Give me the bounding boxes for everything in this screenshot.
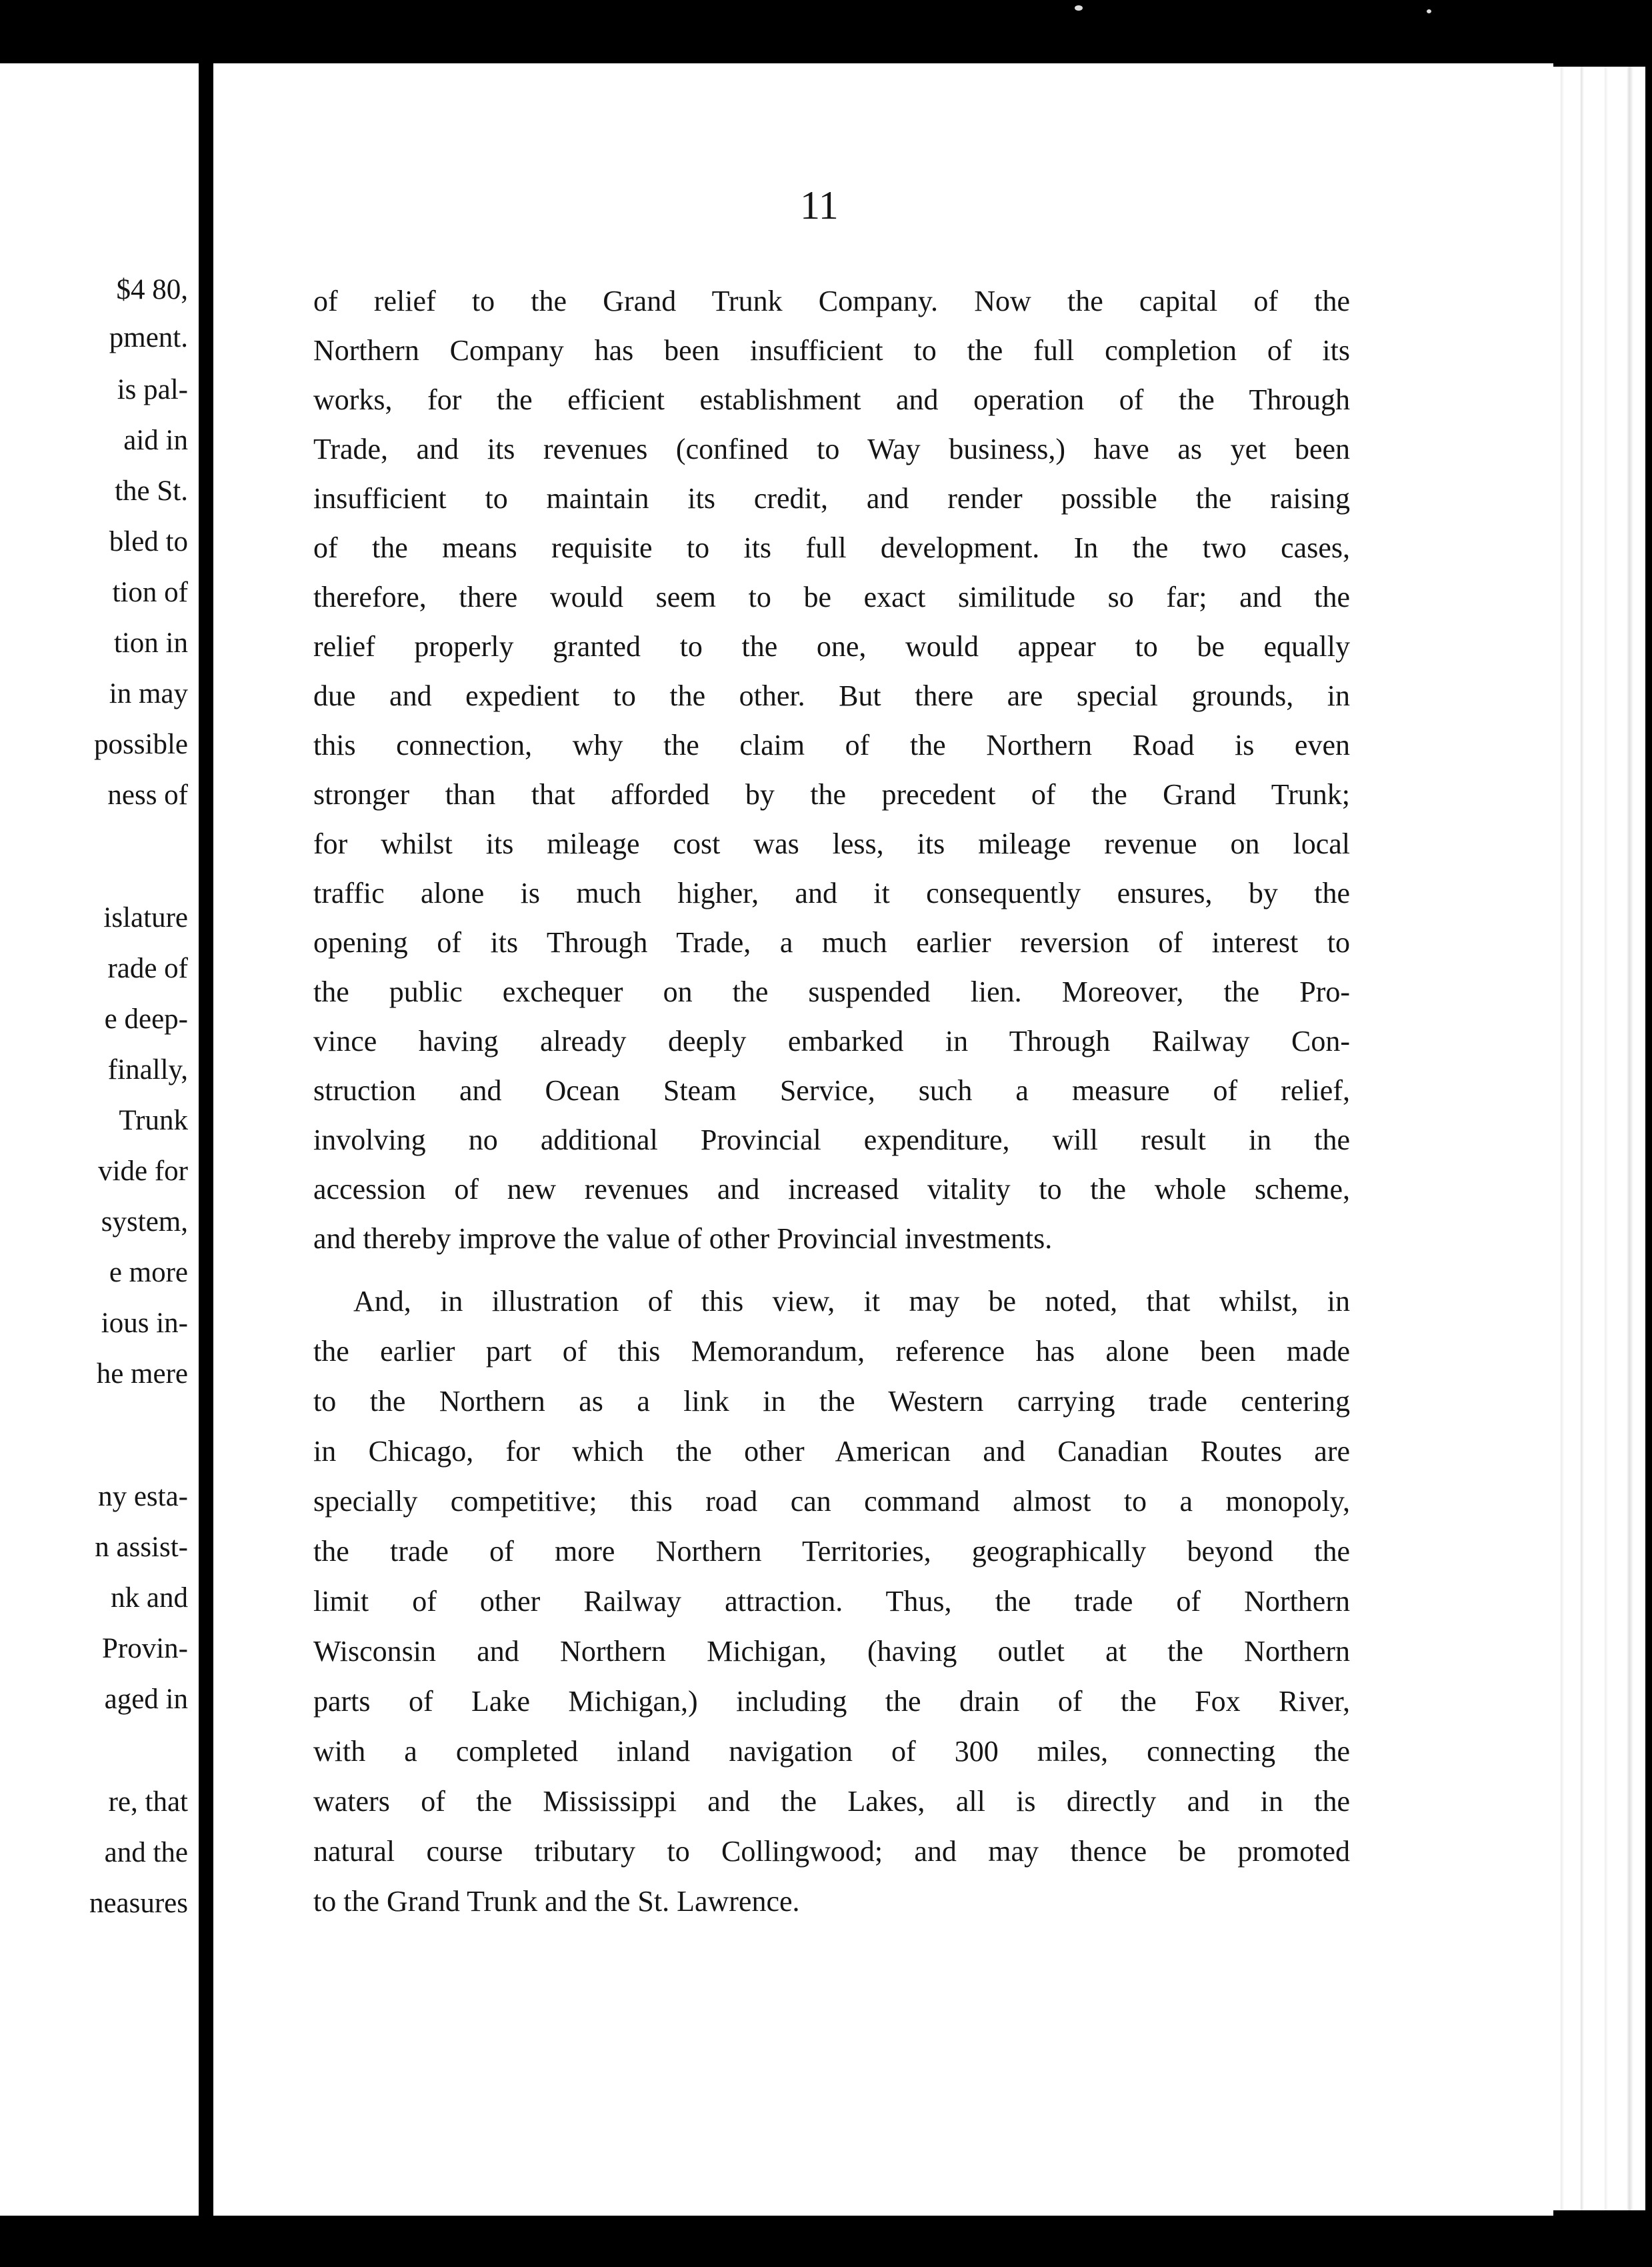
left-page-fragment: nk and <box>111 1582 188 1614</box>
text-line: Wisconsin and Northern Michigan, (having outlet at the Northern <box>313 1635 1350 1668</box>
text-line: struction and Ocean Steam Service, such a measure of relief, <box>313 1074 1350 1107</box>
left-page-fragment: ious in- <box>101 1308 188 1339</box>
left-page-fragment: islature <box>103 902 188 933</box>
text-line: vince having already deeply embarked in Through Railway Con- <box>313 1025 1350 1057</box>
text-line: of relief to the Grand Trunk Company. Now the capital of the <box>313 285 1350 317</box>
text-line: involving no additional Provincial expenditure, will result in the <box>313 1123 1350 1156</box>
text-line: for whilst its mileage cost was less, its mileage revenue on local <box>313 827 1350 860</box>
text-line: specially competitive; this road can command almost to a monopoly, <box>313 1485 1350 1518</box>
left-page-fragment: re, that <box>108 1786 188 1818</box>
text-line: to the Grand Trunk and the St. Lawrence. <box>313 1885 800 1918</box>
left-page-fragment: $4 80, <box>116 274 188 305</box>
text-line: natural course tributary to Collingwood; and may thence be promoted <box>313 1835 1350 1868</box>
text-line: Northern Company has been insufficient to the full completion of its <box>313 334 1350 367</box>
text-line: in Chicago, for which the other American and Canadian Routes are <box>313 1435 1350 1468</box>
left-page-fragment: n assist- <box>95 1532 188 1563</box>
text-line: insufficient to maintain its credit, and render possible the raising <box>313 482 1350 515</box>
text-line: opening of its Through Trade, a much earlier reversion of interest to <box>313 926 1350 959</box>
left-page-fragment: neasures <box>89 1888 188 1919</box>
text-line: due and expedient to the other. But there are special grounds, in <box>313 679 1350 712</box>
left-page-fragment: ny esta- <box>98 1481 188 1512</box>
text-line: this connection, why the claim of the Northern Road is even <box>313 729 1350 761</box>
text-line: stronger than that afforded by the precedent of the Grand Trunk; <box>313 778 1350 811</box>
text-line: relief properly granted to the one, would appear to be equally <box>313 630 1350 663</box>
left-page-fragment: tion of <box>112 577 188 608</box>
left-page-fragment: in may <box>109 678 188 709</box>
text-line: the public exchequer on the suspended lien. Moreover, the Pro- <box>313 975 1350 1008</box>
left-facing-page <box>0 63 199 2216</box>
left-page-fragment: e deep- <box>104 1003 188 1035</box>
text-line: Trade, and its revenues (confined to Way business,) have as yet been <box>313 433 1350 465</box>
left-page-fragment: Trunk <box>119 1105 188 1136</box>
left-page-fragment: aged in <box>104 1684 188 1715</box>
left-page-fragment: bled to <box>109 526 188 557</box>
text-line: limit of other Railway attraction. Thus, the trade of Northern <box>313 1585 1350 1618</box>
text-line: accession of new revenues and increased vitality to the whole scheme, <box>313 1173 1350 1206</box>
left-page-fragment: aid in <box>123 425 188 456</box>
left-page-fragment: e more <box>109 1257 188 1288</box>
text-line: waters of the Mississippi and the Lakes, all is directly and in the <box>313 1785 1350 1818</box>
text-line: the earlier part of this Memorandum, reference has alone been made <box>313 1335 1350 1368</box>
left-page-fragment: tion in <box>113 627 188 659</box>
left-page-fragment: system, <box>101 1206 188 1238</box>
left-page-fragment: the St. <box>115 475 188 507</box>
left-page-fragment: finally, <box>107 1054 188 1085</box>
paper-speck <box>1427 9 1431 13</box>
text-line: with a completed inland navigation of 300 miles, connecting the <box>313 1735 1350 1768</box>
text-line: therefore, there would seem to be exact similitude so far; and the <box>313 581 1350 613</box>
text-line: works, for the efficient establishment and operation of the Through <box>313 383 1350 416</box>
text-line: of the means requisite to its full development. In the two cases, <box>313 531 1350 564</box>
left-page-fragment: Provin- <box>102 1633 188 1664</box>
left-page-fragment: ness of <box>107 779 188 811</box>
text-line: to the Northern as a link in the Western carrying trade centering <box>313 1385 1350 1418</box>
left-page-fragment: is pal- <box>117 374 188 405</box>
left-page-fragment: pment. <box>109 322 188 353</box>
left-page-fragment: and the <box>104 1837 188 1868</box>
text-line: traffic alone is much higher, and it consequently ensures, by the <box>313 877 1350 909</box>
left-page-fragment: he mere <box>96 1358 188 1390</box>
left-page-fragment: vide for <box>98 1156 188 1187</box>
paper-speck <box>1075 5 1083 11</box>
page-number: 11 <box>800 183 839 227</box>
page-stack-edge <box>1547 67 1645 2210</box>
text-line: the trade of more Northern Territories, geographically beyond the <box>313 1535 1350 1568</box>
text-line: And, in illustration of this view, it may be noted, that whilst, in <box>353 1285 1350 1318</box>
text-line: parts of Lake Michigan,) including the drain of the Fox River, <box>313 1685 1350 1718</box>
text-line: and thereby improve the value of other Provincial investments. <box>313 1222 1053 1255</box>
left-page-fragment: possible <box>94 729 188 760</box>
left-page-fragment: rade of <box>107 953 188 984</box>
